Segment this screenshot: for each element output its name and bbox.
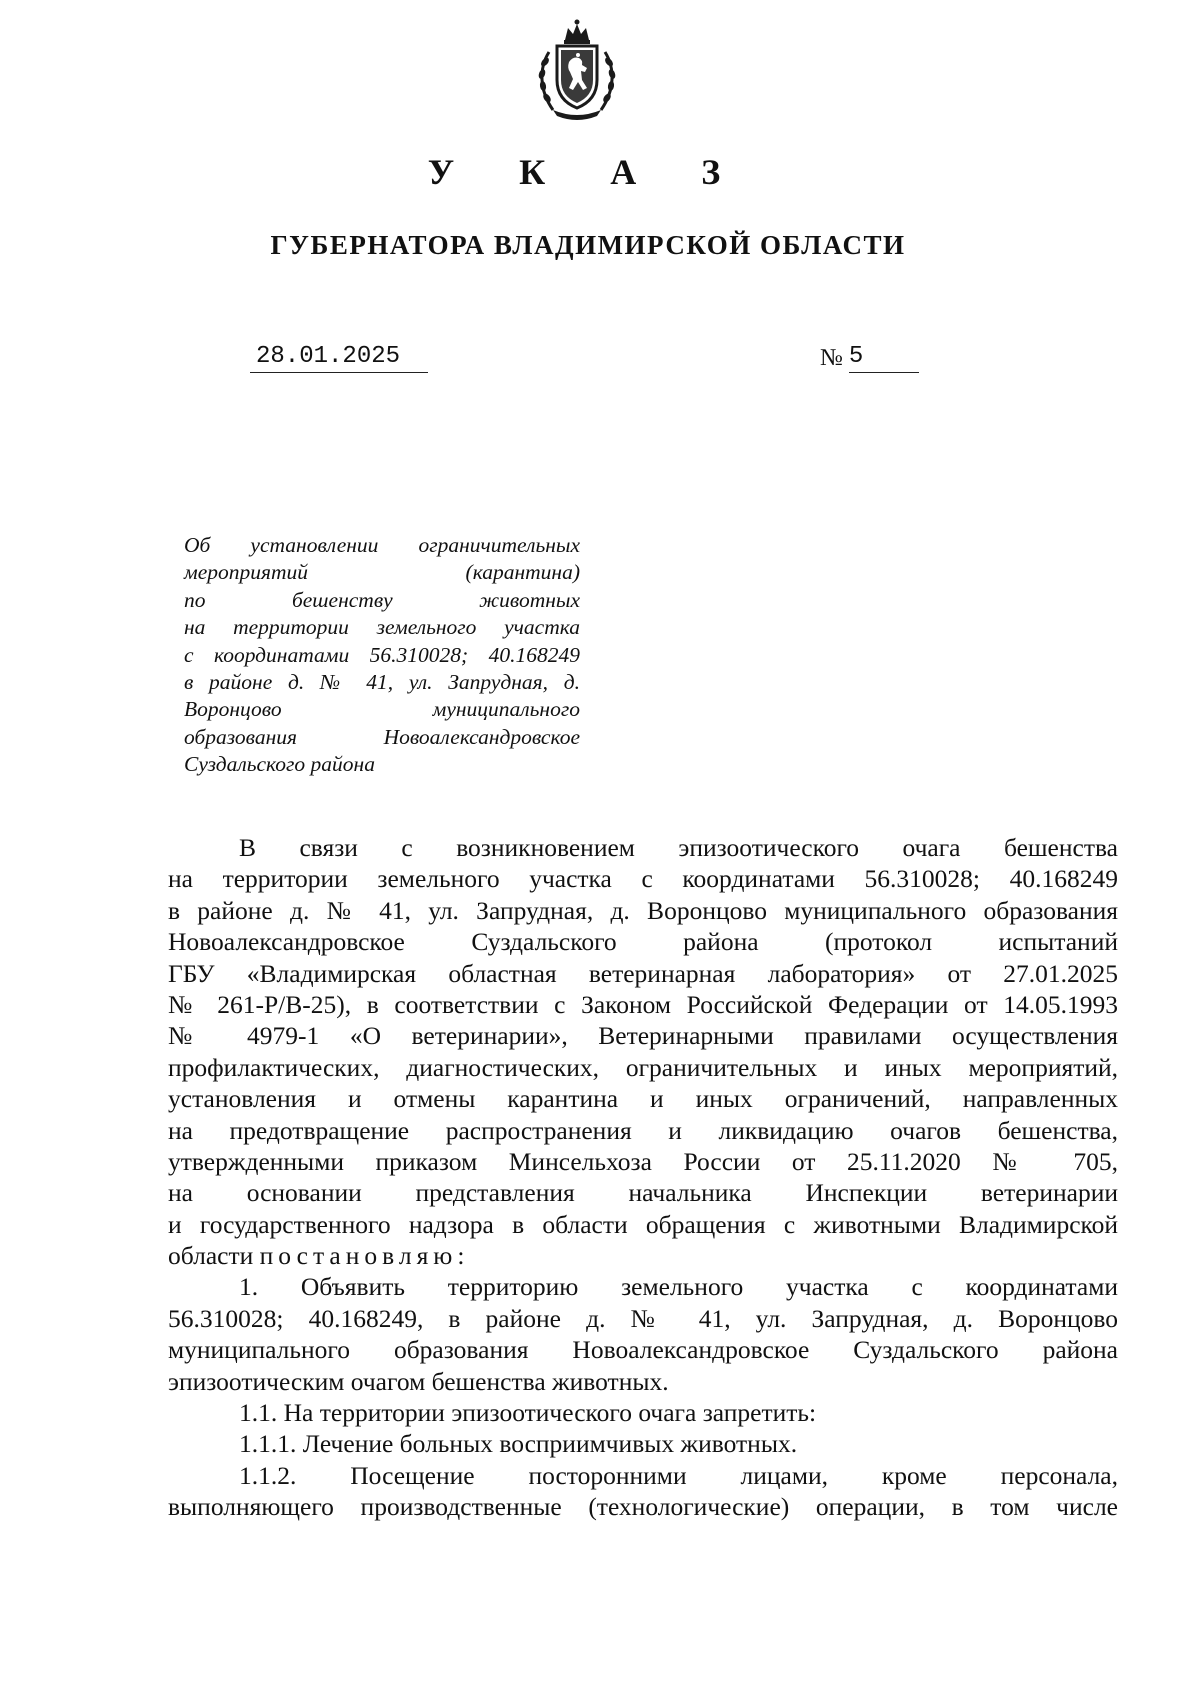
body-line: 1.1.2. Посещение посторонними лицами, кроме персонала, (239, 1460, 1118, 1490)
body-line: на предотвращение распространения и ликвидацию очагов бешенства, (168, 1115, 1118, 1145)
decree-subject (184, 532, 580, 779)
body-line: № 4979-1 «О ветеринарии», Ветеринарными правилами осуществления (168, 1021, 1118, 1051)
preamble-end: области (168, 1241, 254, 1271)
body-line: 56.310028; 40.168249, в районе д. № 41, ул. Запрудная, д. Воронцово (168, 1303, 1118, 1333)
body-line: утвержденными приказом Минсельхоза России от 25.11.2020 № 705, (168, 1146, 1118, 1176)
subject-line: Суздальского района (184, 752, 375, 777)
body-line: муниципального образования Новоалександровское Суздальского района (168, 1335, 1118, 1365)
subject-line: Воронцово муниципального (184, 697, 580, 722)
body-line: Новоалександровское Суздальского района (протокол испытаний (168, 927, 1118, 957)
subject-line: Об установлении ограничительных (184, 533, 580, 557)
subject-line: по бешенству животных (184, 587, 580, 612)
decree-title: У К А З (427, 152, 749, 192)
body-line: В связи с возникновением эпизоотического очага бешенства (239, 833, 1118, 862)
body-line: 1.1. На территории эпизоотического очага запретить: (239, 1398, 817, 1428)
body-line: 1.1.1. Лечение больных восприимчивых животных. (239, 1429, 798, 1459)
body-line: в районе д. № 41, ул. Запрудная, д. Воронцово муниципального образования (168, 895, 1118, 925)
decree-number (820, 342, 919, 373)
body-line: и государственного надзора в области обращения с животными Владимирской (168, 1209, 1118, 1239)
number-value: 5 (849, 342, 919, 373)
decree-body (168, 832, 1118, 1523)
vladimir-coat-of-arms-icon (535, 18, 619, 122)
decree-word: постановляю: (259, 1241, 470, 1271)
body-line: 1. Объявить территорию земельного участка с координатами (239, 1272, 1118, 1302)
body-line: профилактических, диагностических, ограничительных и иных мероприятий, (168, 1052, 1118, 1082)
decree-date: 28.01.2025 (250, 342, 428, 373)
subject-line: с координатами 56.310028; 40.168249 (184, 642, 580, 667)
subject-line: на территории земельного участка (184, 615, 580, 640)
issuer-title: ГУБЕРНАТОРА ВЛАДИМИРСКОЙ ОБЛАСТИ (270, 230, 906, 260)
body-line: № 261-Р/В-25), в соответствии с Законом Российской Федерации от 14.05.1993 (168, 989, 1118, 1019)
body-line: на основании представления начальника Инспекции ветеринарии (168, 1178, 1118, 1208)
body-line: на территории земельного участка с координатами 56.310028; 40.168249 (168, 864, 1118, 894)
subject-line: образования Новоалександровское (184, 724, 580, 749)
number-sign: № (820, 345, 843, 371)
body-line: эпизоотическим очагом бешенства животных. (168, 1366, 669, 1396)
subject-line: мероприятий (карантина) (184, 560, 580, 585)
body-line: выполняющего производственные (технологические) операции, в том числе (168, 1492, 1118, 1522)
body-line (168, 1240, 1118, 1271)
body-line: ГБУ «Владимирская областная ветеринарная лаборатория» от 27.01.2025 (168, 958, 1118, 988)
body-line: установления и отмены карантина и иных ограничений, направленных (168, 1084, 1118, 1114)
subject-line: в районе д. № 41, ул. Запрудная, д. (184, 669, 580, 694)
